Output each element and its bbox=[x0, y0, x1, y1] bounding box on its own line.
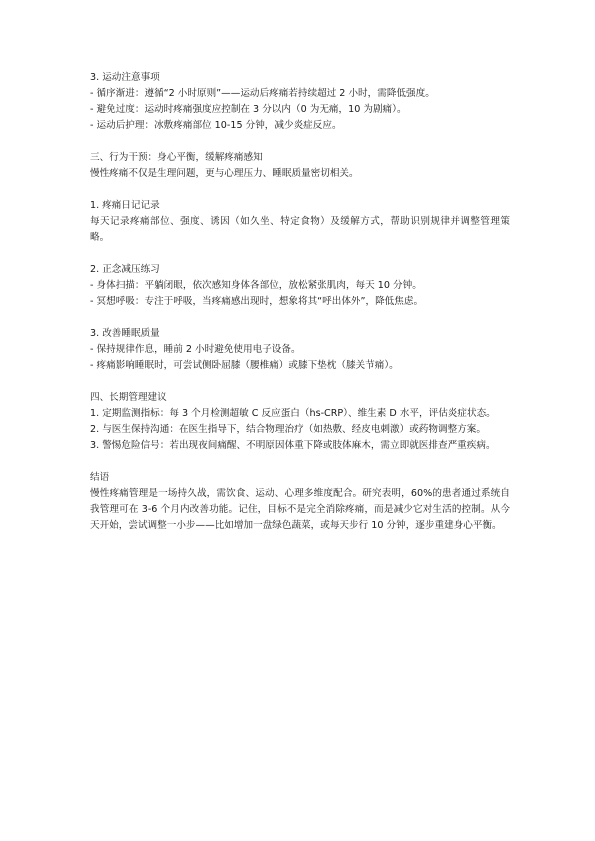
mindfulness-item-body-scan: - 身体扫描：平躺闭眼，依次感知身体各部位，放松紧张肌肉，每天 10 分钟。 bbox=[90, 280, 422, 291]
exercise-heading: 3. 运动注意事项 bbox=[90, 72, 160, 83]
diary-text: 每天记录疼痛部位、强度、诱因（如久坐、特定食物）及缓解方式，帮助识别规律并调整管理策略。 bbox=[90, 216, 510, 243]
sleep-heading: 3. 改善睡眠质量 bbox=[90, 328, 160, 339]
spacer bbox=[90, 134, 510, 150]
spacer bbox=[90, 246, 510, 262]
mindfulness-item-breathing: - 冥想呼吸：专注于呼吸，当疼痛感出现时，想象将其“呼出体外”，降低焦虑。 bbox=[90, 296, 424, 307]
section-heading-longterm: 四、长期管理建议 bbox=[90, 392, 167, 403]
sleep-item-routine: - 保持规律作息，睡前 2 小时避免使用电子设备。 bbox=[90, 344, 301, 355]
document-page bbox=[90, 70, 510, 534]
diary-heading: 1. 疼痛日记记录 bbox=[90, 200, 160, 211]
conclusion-heading: 结语 bbox=[90, 472, 110, 483]
conclusion-text: 慢性疼痛管理是一场持久战，需饮食、运动、心理多维度配合。研究表明，60%的患者通过系统自我管理可在 3-6 个月内改善功能。记住，目标不是完全消除疼痛，而是减少它对生活的控制。从今天开始，尝试调整一小步——比如增加一盘绿色蔬菜，或每天步行 10 分钟，逐步重建身心平衡。 bbox=[90, 488, 510, 531]
sleep-item-posture: - 疼痛影响睡眠时，可尝试侧卧屈膝（腰椎痛）或膝下垫枕（膝关节痛）。 bbox=[90, 360, 399, 371]
mindfulness-heading: 2. 正念减压练习 bbox=[90, 264, 160, 275]
spacer bbox=[90, 454, 510, 470]
spacer bbox=[90, 182, 510, 198]
longterm-item-monitoring: 1. 定期监测指标：每 3 个月检测超敏 C 反应蛋白（hs-CRP）、维生素 D 水平，评估炎症状态。 bbox=[90, 408, 496, 419]
spacer bbox=[90, 374, 510, 390]
section-heading-behavior: 三、行为干预：身心平衡，缓解疼痛感知 bbox=[90, 152, 263, 163]
exercise-item-gradual: - 循序渐进：遵循“2 小时原则”——运动后疼痛若持续超过 2 小时，需降低强度。 bbox=[90, 88, 435, 99]
spacer bbox=[90, 310, 510, 326]
exercise-item-avoid-overdo: - 避免过度：运动时疼痛强度应控制在 3 分以内（0 为无痛，10 为剧痛）。 bbox=[90, 104, 407, 115]
longterm-item-doctor: 2. 与医生保持沟通：在医生指导下，结合物理治疗（如热敷、经皮电刺激）或药物调整方案。 bbox=[90, 424, 486, 435]
behavior-intro: 慢性疼痛不仅是生理问题，更与心理压力、睡眠质量密切相关。 bbox=[90, 168, 359, 179]
longterm-item-warning: 3. 警惕危险信号：若出现夜间痛醒、不明原因体重下降或肢体麻木，需立即就医排查严重疾病。 bbox=[90, 440, 496, 451]
exercise-item-aftercare: - 运动后护理：冰敷疼痛部位 10-15 分钟，减少炎症反应。 bbox=[90, 120, 342, 131]
